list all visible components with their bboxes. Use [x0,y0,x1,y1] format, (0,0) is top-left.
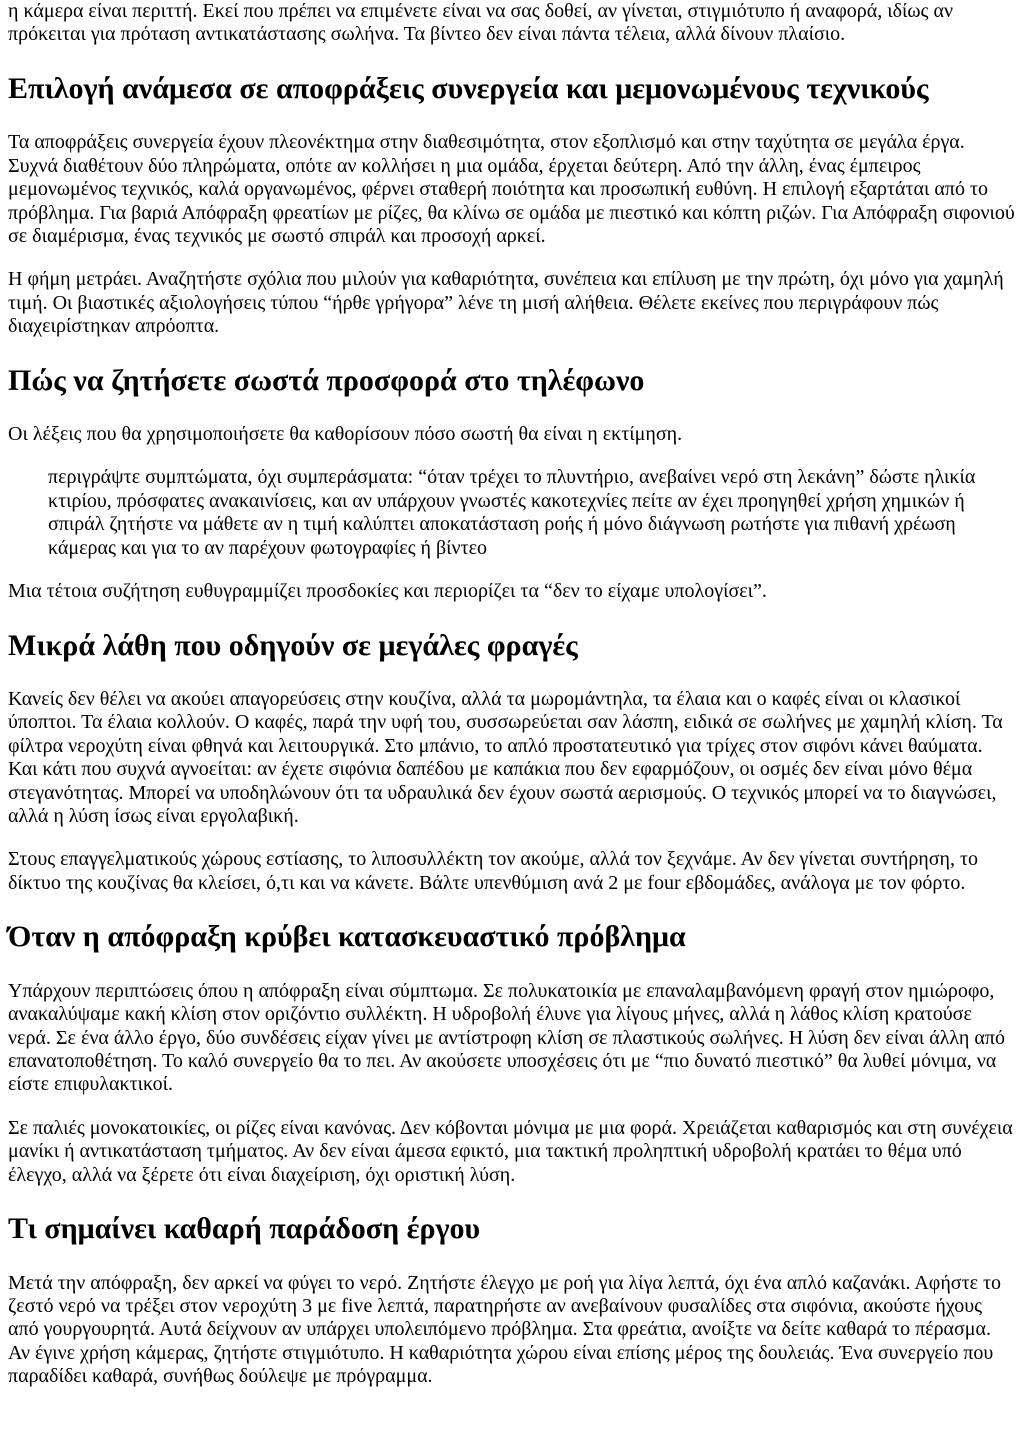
heading-phone-quote: Πώς να ζητήσετε σωστά προσφορά στο τηλέφωνο [8,363,645,397]
heading-crew-vs-technician: Επιλογή ανάμεσα σε αποφράξεις συνεργεία και μεμονωμένους τεχνικούς [8,71,929,105]
paragraph-roots: Σε παλιές μονοκατοικίες, οι ρίζες είναι κανόνας. Δεν κόβονται μόνιμα με μια φορά. Χρειάζεται καθαρισμός και στη συνέχεια μανίκι ή αντικατάσταση τμήματος. Αν δεν είναι άμεσα εφικτό, μια τακτική προληπτική υδροβολή κρατάει το θέμα υπό έλεγχο, αλλά να ξέρετε ότι είναι διαχείριση, όχι οριστική λύση. [8,1116,1013,1186]
paragraph-reputation: Η φήμη μετράει. Αναζητήστε σχόλια που μιλούν για καθαριότητα, συνέπεια και επίλυση με την πρώτη, όχι μόνο για χαμηλή τιμή. Οι βιαστικές αξιολογήσεις τύπου “ήρθε γρήγορα” λένε τη μισή αλήθεια. Θέλετε εκείνες που περιγράφουν πώς διαχειρίστηκαν απρόοπτα. [8,268,1004,338]
paragraph-grease-trap: Στους επαγγελματικούς χώρους εστίασης, το λιποσυλλέκτη τον ακούμε, αλλά τον ξεχνάμε. Αν δεν γίνεται συντήρηση, το δίκτυο της κουζίνας θα κλείσει, ό,τι και να κάνετε. Βάλτε υπενθύμιση ανά 2 με four εβδομάδες, ανάλογα με τον φόρτο. [8,848,979,894]
paragraph-words-matter: Οι λέξεις που θα χρησιμοποιήσετε θα καθορίσουν πόσο σωστή θα είναι η εκτίμηση. [8,423,683,446]
paragraph-expectations: Μια τέτοια συζήτηση ευθυγραμμίζει προσδοκίες και περιορίζει τα “δεν το είχαμε υπολογίσει”. [8,580,767,603]
paragraph-crew-advantages: Τα αποφράξεις συνεργεία έχουν πλεονέκτημα στην διαθεσιμότητα, στον εξοπλισμό και στην ταχύτητα σε μεγάλα έργα. Συχνά διαθέτουν δύο πληρώματα, οπότε αν κολλήσει η μια ομάδα, έρχεται δεύτερη. Από την άλλη, ένας έμπειρος μεμονωμένος τεχνικός, καλά οργανωμένος, φέρνει σταθερή ποιότητα και προσωπική ευθύνη. Η επιλογή εξαρτάται από το πρόβλημα. Για βαριά Απόφραξη φρεατίων με ρίζες, θα κλίνω σε ομάδα με πιεστικό και κόπτη ριζών. Για Απόφραξη σιφονιού σε διαμέρισμα, ένας τεχνικός με σωστό σπιράλ και προσοχή αρκεί. [8,131,1015,247]
paragraph-handover-checks: Μετά την απόφραξη, δεν αρκεί να φύγει το νερό. Ζητήστε έλεγχο με ροή για λίγα λεπτά, όχι ένα απλό καζανάκι. Αφήστε το ζεστό νερό να τρέξει στον νεροχύτη 3 με five λεπτά, παρατηρήστε αν ανεβαίνουν φυσαλίδες στα σιφόνια, ακούστε ήχους από γουργουρητά. Αυτά δείχνουν αν υπάρχει υπολειπόμενο πρόβλημα. Στα φρεάτια, ανοίξτε να δείτε καθαρά το πέρασμα. Αν έγινε χρήση κάμερας, ζητήστε στιγμιότυπο. Η καθαριότητα χώρου είναι επίσης μέρος της δουλειάς. Ένα συνεργείο που παραδίδει καθαρά, συνήθως δούλεψε με πρόγραμμα. [8,1271,1002,1388]
article-body [8,0,1016,1389]
paragraph-kitchen-bathroom: Κανείς δεν θέλει να ακούει απαγορεύσεις στην κουζίνα, αλλά τα μωρομάντηλα, τα έλαια και ο καφές είναι οι κλασικοί ύποπτοι. Τα έλαια κολλούν. Ο καφές, παρά την υφή του, συσσωρεύεται σαν λάσπη, ειδικά σε σωλήνες με χαμηλή κλίση. Τα φίλτρα νεροχύτη είναι φθηνά και λειτουργικά. Στο μπάνιο, το απλό προστατευτικό για τρίχες στον σιφόνι κάνει θαύματα. Και κάτι που συχνά αγνοείται: αν έχετε σιφόνια δαπέδου με καπάκια που δεν εφαρμόζουν, οι οσμές δεν είναι μόνο θέμα στεγανότητας. Μπορεί να υποδηλώνουν ότι τα υδραυλικά δεν έχουν σωστά αερισμούς. Ο τεχνικός μπορεί να το διαγνώσει, αλλά η λύση ίσως είναι εργολαβική. [8,688,1003,828]
paragraph-intro-tail: η κάμερα είναι περιττή. Εκεί που πρέπει να επιμένετε είναι να σας δοθεί, αν γίνεται, στιγμιότυπο ή αναφορά, ιδίως αν πρόκειται για πρόταση αντικατάστασης σωλήνα. Τα βίντεο δεν είναι πάντα τέλεια, αλλά δίνουν πλαίσιο. [8,0,953,46]
heading-small-mistakes: Μικρά λάθη που οδηγούν σε μεγάλες φραγές [8,628,578,662]
quote-phone-tips: περιγράψτε συμπτώματα, όχι συμπεράσματα: “όταν τρέχει το πλυντήριο, ανεβαίνει νερό στη λεκάνη” δώστε ηλικία κτιρίου, πρόσφατες ανακαινίσεις, και αν υπάρχουν γνωστές κακοτεχνίες πείτε αν έχει προηγηθεί χρήση χημικών ή σπιράλ ζητήστε να μάθετε αν η τιμή καλύπτει αποκατάσταση ροής ή μόνο διάγνωση ρωτήστε για πιθανή χρέωση κάμερας και για το αν παρέχουν φωτογραφίες ή βίντεο [48,466,976,559]
heading-clean-handover: Τι σημαίνει καθαρή παράδοση έργου [8,1212,481,1245]
heading-structural-problem: Όταν η απόφραξη κρύβει κατασκευαστικό πρόβλημα [8,920,686,954]
paragraph-slope-cases: Υπάρχουν περιπτώσεις όπου η απόφραξη είναι σύμπτωμα. Σε πολυκατοικία με επαναλαμβανόμενη φραγή στον ημιώροφο, ανακαλύψαμε κακή κλίση στον οριζόντιο συλλέκτη. Η υδροβολή έλυνε για λίγους μήνες, αλλά η λάθος κλίση κρατούσε νερά. Σε ένα άλλο έργο, δύο συνδέσεις είχαν γίνει με αντίστροφη κλίση σε πλαστικούς σωλήνες. Η λύση δεν είναι άλλη από επανατοποθέτηση. Το καλό συνεργείο θα το πει. Αν ακούσετε υποσχέσεις ότι με “πιο δυνατό πιεστικό” θα λυθεί μόνιμα, να είστε επιφυλακτικοί. [8,979,1005,1096]
